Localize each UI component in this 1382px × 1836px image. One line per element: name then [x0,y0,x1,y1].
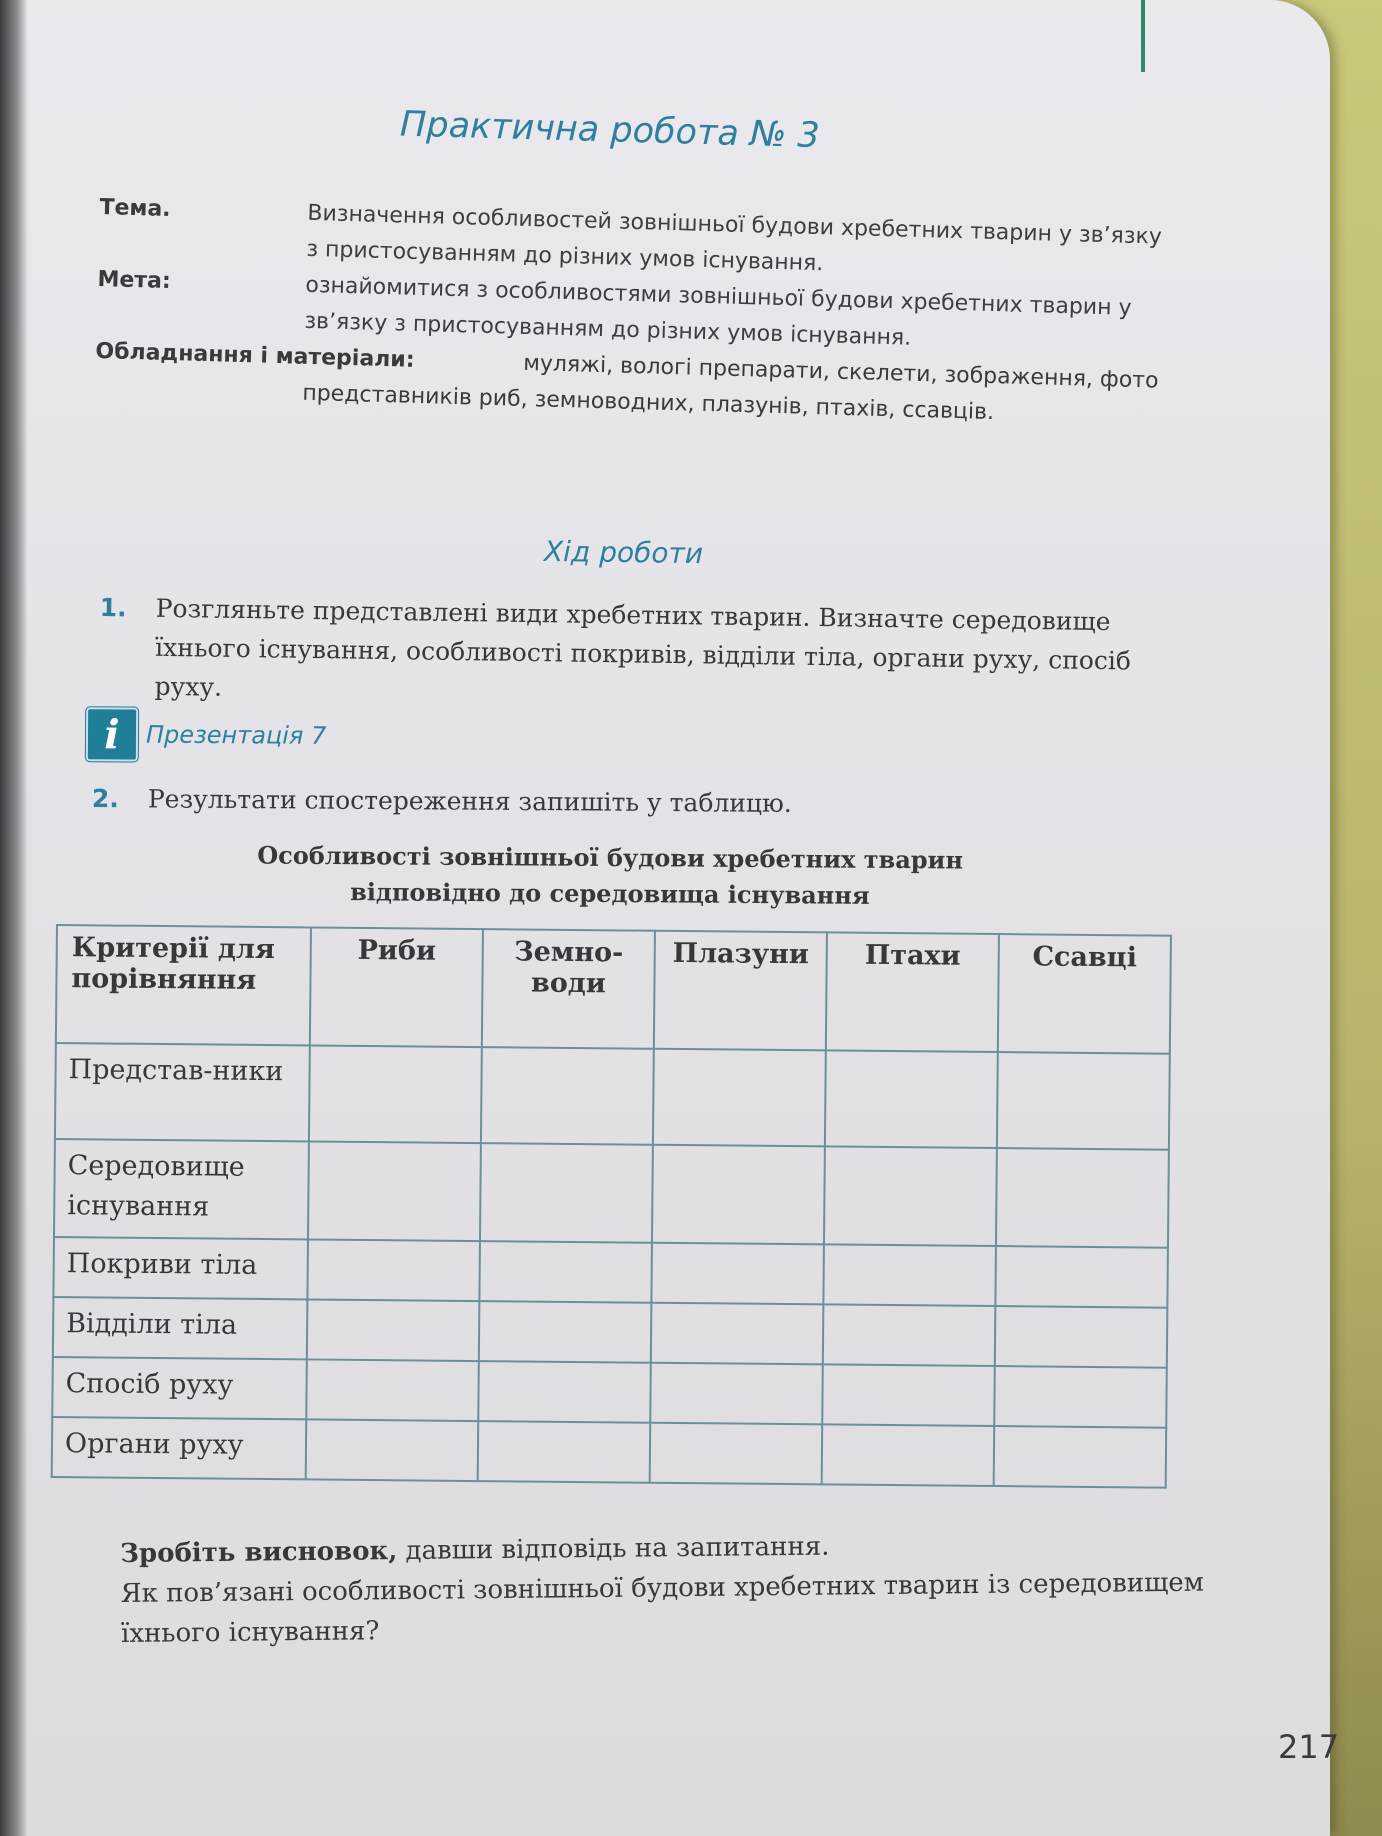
task-2 [92,784,1172,821]
green-rule [1141,0,1145,72]
topic-text: Визначення особливостей зовнішньої будови хребетних тварин у зв’язку з пристосуванням до різних умов існування. [306,200,1163,277]
observation-table-wrap [51,924,1172,1489]
table-row [53,1237,1168,1308]
presentation-label: Презентація 7 [145,720,327,750]
table-row [52,1357,1167,1428]
table-cell[interactable] [309,1045,482,1143]
header-amphibians: Земно-води [482,929,655,1049]
table-cell[interactable] [652,1145,825,1245]
observation-table [51,924,1172,1489]
table-cell[interactable] [308,1141,481,1241]
row-label-body-parts: Відділи тіла [53,1297,308,1359]
header-fish: Риби [310,927,483,1047]
table-cell[interactable] [478,1421,651,1483]
row-label-representatives: Представ-ники [55,1043,310,1141]
conclusion-lead: Зробіть висновок, [120,1536,398,1569]
task-2-number: 2. [91,784,119,814]
table-cell[interactable] [825,1050,998,1148]
conclusion-block [120,1522,1241,1654]
table-cell[interactable] [996,1148,1169,1248]
task-1-text: Розгляньте представлені види хребетних тварин. Визначте середовище їхнього існування, особливості покривів, відділи тіла, органи руху, спосіб руху. [154,593,1132,702]
table-cell[interactable] [823,1304,996,1366]
task-1-number: 1. [99,592,127,623]
row-label-habitat: Середовище існування [54,1139,309,1239]
table-cell[interactable] [478,1361,651,1423]
table-cell[interactable] [653,1049,826,1147]
table-cell[interactable] [822,1424,995,1486]
equipment-label: Обладнання і матеріали: [95,338,415,373]
table-cell[interactable] [995,1306,1168,1368]
equipment-text: муляжі, вологі препарати, скелети, зображення, фото представників риб, земноводних, плазунів, птахів, ссавців. [302,350,1159,426]
table-row [53,1297,1168,1368]
binding-shadow [0,0,28,1836]
table-header-row [56,925,1171,1054]
task-1 [98,588,1180,720]
task-2-text: Результати спостереження запишіть у таблицю. [147,784,792,818]
procedure-title: Хід роботи [543,534,704,571]
table-cell[interactable] [481,1047,654,1145]
info-icon: i [86,707,138,761]
table-caption-line-1: Особливості зовнішньої будови хребетних тварин [257,840,964,875]
work-meta [94,190,1170,436]
topic-label: Тема. [99,194,171,222]
table-cell[interactable] [306,1419,479,1481]
table-cell[interactable] [479,1241,652,1303]
page-title: Практична робота № 3 [399,104,821,157]
table-cell[interactable] [823,1244,996,1306]
table-cell[interactable] [824,1146,997,1246]
row-label-locomotion-organs: Органи руху [52,1417,307,1479]
row-label-body-covering: Покриви тіла [53,1237,308,1299]
table-cell[interactable] [822,1364,995,1426]
header-reptiles: Плазуни [654,931,827,1051]
table-cell[interactable] [306,1359,479,1421]
table-row [52,1417,1167,1488]
header-mammals: Ссавці [998,934,1171,1054]
table-cell[interactable] [651,1303,824,1365]
header-birds: Птахи [826,932,999,1052]
table-row [54,1139,1169,1248]
table-cell[interactable] [650,1423,823,1485]
conclusion-lead-rest: давши відповідь на запитання. [397,1531,830,1567]
table-caption-line-2: відповідно до середовища існування [350,877,870,910]
header-criteria: Критерії для порівняння [56,925,311,1045]
row-label-locomotion-method: Спосіб руху [52,1357,307,1419]
table-cell[interactable] [479,1301,652,1363]
table-caption [220,837,1000,914]
table-cell[interactable] [307,1239,480,1301]
table-cell[interactable] [480,1143,653,1243]
table-row [55,1043,1170,1150]
goal-text: ознайомитися з особливостями зовнішньої будови хребетних тварин у зв’язку з пристосуванням до різних умов існування. [304,272,1132,351]
goal-label: Мета: [97,266,172,295]
table-cell[interactable] [994,1426,1167,1488]
table-cell[interactable] [651,1243,824,1305]
table-cell[interactable] [307,1299,480,1361]
presentation-link[interactable] [86,707,327,763]
conclusion-question: Як пов’язані особливості зовнішньої будови хребетних тварин із середовищем їхнього існування? [120,1567,1205,1649]
table-cell[interactable] [994,1366,1167,1428]
table-cell[interactable] [995,1246,1168,1308]
table-cell[interactable] [997,1052,1170,1150]
page-number: 217 [1278,1728,1340,1766]
table-cell[interactable] [650,1363,823,1425]
